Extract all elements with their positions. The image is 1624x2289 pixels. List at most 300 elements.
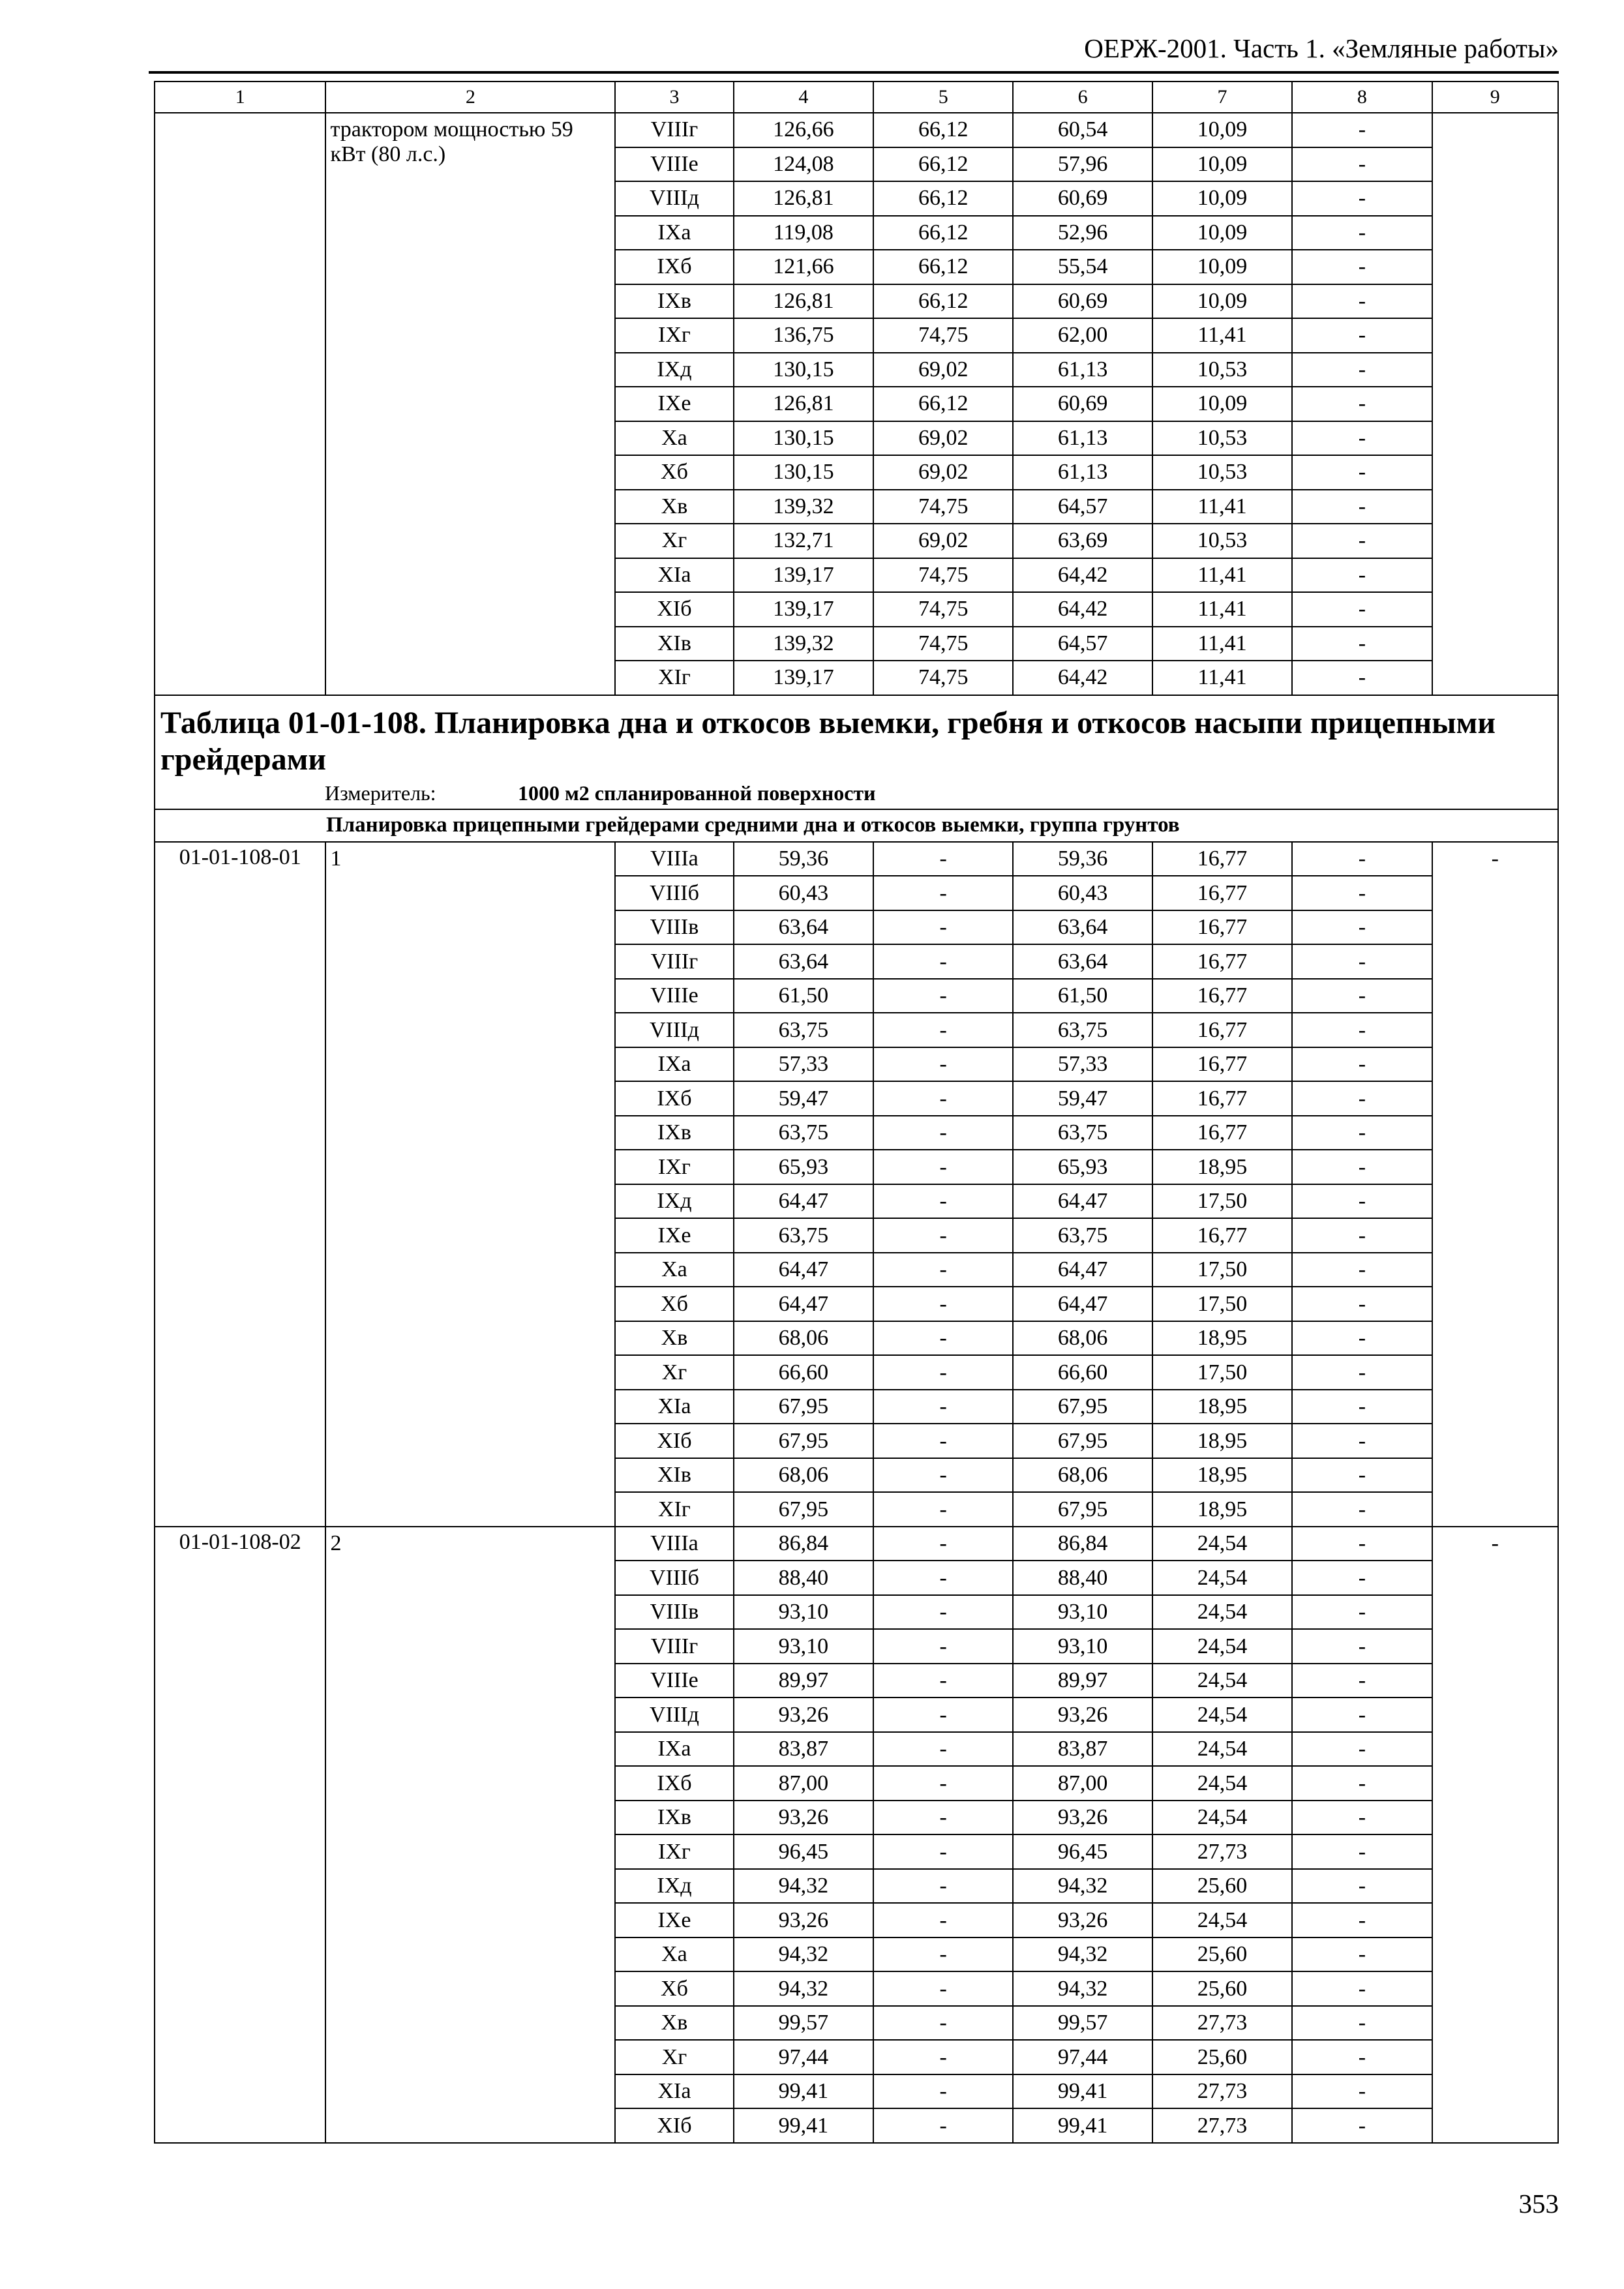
value-cell: 17,50 xyxy=(1152,1287,1292,1321)
value-cell: 59,36 xyxy=(1013,842,1152,876)
column-number: 5 xyxy=(873,82,1013,113)
value-cell: 126,66 xyxy=(734,113,873,147)
soil-group-cell: Xв xyxy=(615,490,733,524)
value-cell: - xyxy=(1292,216,1432,250)
value-cell: - xyxy=(873,2108,1013,2143)
code-cell xyxy=(155,113,325,695)
value-cell: - xyxy=(1292,1766,1432,1801)
value-cell: 10,09 xyxy=(1152,113,1292,147)
norm-code: 01-01-108-02 xyxy=(155,1527,325,2143)
value-cell: 60,54 xyxy=(1013,113,1152,147)
value-cell: - xyxy=(873,1629,1013,1664)
norm-code: 01-01-108-01 xyxy=(155,842,325,1527)
value-cell: - xyxy=(1292,1047,1432,1082)
value-cell: - xyxy=(1292,1595,1432,1630)
value-cell: 16,77 xyxy=(1152,842,1292,876)
value-cell: 63,64 xyxy=(1013,944,1152,979)
value-cell: 94,32 xyxy=(1013,1971,1152,2006)
value-cell: 11,41 xyxy=(1152,661,1292,695)
value-cell: - xyxy=(873,1492,1013,1527)
soil-group-cell: VIIIг xyxy=(615,944,733,979)
value-cell: 86,84 xyxy=(734,1527,873,1561)
value-cell: 64,57 xyxy=(1013,490,1152,524)
value-cell: 69,02 xyxy=(873,455,1013,490)
value-cell: 126,81 xyxy=(734,284,873,319)
value-cell: - xyxy=(873,1937,1013,1972)
value-cell: 60,43 xyxy=(1013,876,1152,910)
soil-group-cell: XIг xyxy=(615,661,733,695)
value-cell: 16,77 xyxy=(1152,1116,1292,1150)
description-cell: трактором мощностью 59 кВт (80 л.с.) xyxy=(325,113,615,695)
value-cell: 61,50 xyxy=(1013,979,1152,1013)
value-cell: - xyxy=(1292,1561,1432,1595)
value-cell: 62,00 xyxy=(1013,318,1152,353)
soil-group-cell: IXв xyxy=(615,284,733,319)
soil-group-cell: XIб xyxy=(615,592,733,627)
value-cell: 68,06 xyxy=(1013,1321,1152,1356)
value-cell: - xyxy=(873,2074,1013,2109)
value-cell: 64,47 xyxy=(1013,1184,1152,1219)
soil-group-cell: IXа xyxy=(615,1732,733,1767)
value-cell: - xyxy=(1292,944,1432,979)
value-cell: 66,12 xyxy=(873,113,1013,147)
value-cell: 69,02 xyxy=(873,524,1013,558)
value-cell: 27,73 xyxy=(1152,1834,1292,1869)
col9-cell: - xyxy=(1432,842,1558,1527)
value-cell: 93,10 xyxy=(734,1595,873,1630)
soil-group-cell: IXе xyxy=(615,1903,733,1937)
value-cell: - xyxy=(1292,1492,1432,1527)
value-cell: 121,66 xyxy=(734,250,873,284)
value-cell: - xyxy=(1292,1424,1432,1458)
value-cell: 27,73 xyxy=(1152,2108,1292,2143)
value-cell: 66,12 xyxy=(873,216,1013,250)
value-cell: 97,44 xyxy=(734,2040,873,2074)
value-cell: 24,54 xyxy=(1152,1527,1292,1561)
value-cell: - xyxy=(1292,592,1432,627)
value-cell: 25,60 xyxy=(1152,1869,1292,1904)
value-cell: - xyxy=(873,1971,1013,2006)
soil-group-cell: VIIIг xyxy=(615,113,733,147)
value-cell: 11,41 xyxy=(1152,490,1292,524)
value-cell: 66,12 xyxy=(873,147,1013,182)
value-cell: - xyxy=(1292,1150,1432,1184)
value-cell: 67,95 xyxy=(734,1390,873,1424)
value-cell: 18,95 xyxy=(1152,1390,1292,1424)
soil-group-cell: VIIIа xyxy=(615,1527,733,1561)
value-cell: 16,77 xyxy=(1152,979,1292,1013)
value-cell: 11,41 xyxy=(1152,592,1292,627)
value-cell: 139,32 xyxy=(734,490,873,524)
value-cell: 74,75 xyxy=(873,627,1013,661)
value-cell: - xyxy=(873,1013,1013,1047)
soil-group-cell: VIIIд xyxy=(615,1698,733,1732)
col9-cell: - xyxy=(1432,1527,1558,2143)
value-cell: 93,10 xyxy=(1013,1595,1152,1630)
value-cell: 10,09 xyxy=(1152,284,1292,319)
value-cell: 18,95 xyxy=(1152,1458,1292,1493)
value-cell: - xyxy=(1292,1458,1432,1493)
soil-group-cell: VIIIе xyxy=(615,1664,733,1698)
value-cell: - xyxy=(873,1801,1013,1835)
value-cell: 18,95 xyxy=(1152,1492,1292,1527)
value-cell: 130,15 xyxy=(734,455,873,490)
value-cell: 64,47 xyxy=(734,1287,873,1321)
soil-group-cell: VIIIе xyxy=(615,979,733,1013)
value-cell: 94,32 xyxy=(734,1971,873,2006)
soil-group-cell: XIв xyxy=(615,627,733,661)
value-cell: 74,75 xyxy=(873,661,1013,695)
value-cell: 25,60 xyxy=(1152,1971,1292,2006)
value-cell: 119,08 xyxy=(734,216,873,250)
value-cell: 61,50 xyxy=(734,979,873,1013)
value-cell: - xyxy=(1292,284,1432,319)
soil-group-cell: Xв xyxy=(615,1321,733,1356)
value-cell: - xyxy=(873,1732,1013,1767)
value-cell: 10,53 xyxy=(1152,524,1292,558)
soil-group-cell: IXв xyxy=(615,1116,733,1150)
subheading-row xyxy=(155,809,1558,842)
value-cell: - xyxy=(1292,1801,1432,1835)
value-cell: - xyxy=(873,1150,1013,1184)
value-cell: 10,53 xyxy=(1152,421,1292,456)
value-cell: - xyxy=(1292,1527,1432,1561)
value-cell: - xyxy=(873,910,1013,945)
table-row xyxy=(155,113,1558,147)
value-cell: 18,95 xyxy=(1152,1150,1292,1184)
value-cell: 63,64 xyxy=(734,944,873,979)
value-cell: 61,13 xyxy=(1013,353,1152,387)
value-cell: - xyxy=(1292,1629,1432,1664)
value-cell: - xyxy=(1292,1184,1432,1219)
soil-group-cell: VIIIв xyxy=(615,1595,733,1630)
value-cell: 61,13 xyxy=(1013,421,1152,456)
soil-group-cell: Xа xyxy=(615,1253,733,1287)
value-cell: - xyxy=(1292,876,1432,910)
value-cell: - xyxy=(873,2006,1013,2041)
soil-group-cell: IXд xyxy=(615,353,733,387)
value-cell: 16,77 xyxy=(1152,876,1292,910)
value-cell: 24,54 xyxy=(1152,1664,1292,1698)
soil-group-cell: VIIIб xyxy=(615,1561,733,1595)
value-cell: - xyxy=(1292,1390,1432,1424)
value-cell: - xyxy=(873,842,1013,876)
value-cell: - xyxy=(873,1081,1013,1116)
value-cell: 17,50 xyxy=(1152,1184,1292,1219)
soil-group-cell: IXб xyxy=(615,1766,733,1801)
table-row xyxy=(155,842,1558,876)
value-cell: 93,26 xyxy=(734,1903,873,1937)
value-cell: - xyxy=(1292,2074,1432,2109)
column-number: 8 xyxy=(1292,82,1432,113)
value-cell: 94,32 xyxy=(1013,1869,1152,1904)
value-cell: 124,08 xyxy=(734,147,873,182)
table-title-row xyxy=(155,695,1558,809)
value-cell: 66,12 xyxy=(873,181,1013,216)
value-cell: 88,40 xyxy=(734,1561,873,1595)
value-cell: 24,54 xyxy=(1152,1698,1292,1732)
value-cell: 94,32 xyxy=(1013,1937,1152,1972)
page-header: ОЕРЖ-2001. Часть 1. «Земляные работы» xyxy=(1084,33,1559,63)
value-cell: 136,75 xyxy=(734,318,873,353)
soil-group-cell: Xб xyxy=(615,455,733,490)
soil-group-cell: XIа xyxy=(615,2074,733,2109)
soil-group-cell: IXе xyxy=(615,1218,733,1253)
value-cell: 97,44 xyxy=(1013,2040,1152,2074)
measure-label: Измеритель: xyxy=(325,781,436,805)
value-cell: - xyxy=(873,1698,1013,1732)
value-cell: - xyxy=(1292,1937,1432,1972)
value-cell: 126,81 xyxy=(734,387,873,421)
value-cell: 65,93 xyxy=(1013,1150,1152,1184)
soil-group-cell: VIIIд xyxy=(615,1013,733,1047)
value-cell: - xyxy=(1292,661,1432,695)
value-cell: - xyxy=(873,1253,1013,1287)
soil-group-cell: IXг xyxy=(615,1150,733,1184)
value-cell: 27,73 xyxy=(1152,2074,1292,2109)
value-cell: 67,95 xyxy=(734,1424,873,1458)
soil-group-cell: XIа xyxy=(615,558,733,593)
column-number-row xyxy=(155,82,1558,113)
value-cell: - xyxy=(1292,1287,1432,1321)
value-cell: 24,54 xyxy=(1152,1903,1292,1937)
value-cell: - xyxy=(873,1903,1013,1937)
soil-group-cell: XIг xyxy=(615,1492,733,1527)
value-cell: 94,32 xyxy=(734,1869,873,1904)
value-cell: 16,77 xyxy=(1152,1013,1292,1047)
value-cell: 52,96 xyxy=(1013,216,1152,250)
value-cell: - xyxy=(873,2040,1013,2074)
value-cell: 24,54 xyxy=(1152,1732,1292,1767)
value-cell: - xyxy=(873,1766,1013,1801)
value-cell: - xyxy=(1292,1732,1432,1767)
value-cell: 18,95 xyxy=(1152,1424,1292,1458)
value-cell: 139,17 xyxy=(734,592,873,627)
value-cell: 17,50 xyxy=(1152,1253,1292,1287)
value-cell: - xyxy=(1292,421,1432,456)
soil-group-cell: VIIIв xyxy=(615,910,733,945)
value-cell: 60,43 xyxy=(734,876,873,910)
value-cell: 93,26 xyxy=(734,1801,873,1835)
value-cell: - xyxy=(873,1595,1013,1630)
value-cell: 67,95 xyxy=(1013,1424,1152,1458)
page-number: 353 xyxy=(1518,2189,1559,2219)
table-row xyxy=(155,1527,1558,1561)
value-cell: 63,64 xyxy=(734,910,873,945)
value-cell: - xyxy=(1292,2108,1432,2143)
value-cell: 66,12 xyxy=(873,387,1013,421)
value-cell: 64,47 xyxy=(734,1253,873,1287)
table-title-cell xyxy=(155,695,1558,809)
value-cell: 93,26 xyxy=(1013,1698,1152,1732)
soil-group-cell: IXд xyxy=(615,1869,733,1904)
value-cell: 10,09 xyxy=(1152,216,1292,250)
value-cell: 64,42 xyxy=(1013,592,1152,627)
value-cell: 63,75 xyxy=(1013,1218,1152,1253)
soil-group-cell: Xв xyxy=(615,2006,733,2041)
value-cell: 11,41 xyxy=(1152,627,1292,661)
value-cell: - xyxy=(873,1527,1013,1561)
value-cell: 126,81 xyxy=(734,181,873,216)
column-number: 9 xyxy=(1432,82,1558,113)
soil-group-cell: Xб xyxy=(615,1971,733,2006)
value-cell: 67,95 xyxy=(1013,1390,1152,1424)
value-cell: 10,09 xyxy=(1152,147,1292,182)
value-cell: - xyxy=(1292,1869,1432,1904)
value-cell: - xyxy=(1292,842,1432,876)
column-number: 7 xyxy=(1152,82,1292,113)
value-cell: 93,10 xyxy=(1013,1629,1152,1664)
value-cell: - xyxy=(1292,1355,1432,1390)
soil-group-cell: VIIIа xyxy=(615,842,733,876)
value-cell: 24,54 xyxy=(1152,1561,1292,1595)
value-cell: - xyxy=(1292,455,1432,490)
soil-group-cell: XIб xyxy=(615,1424,733,1458)
value-cell: - xyxy=(1292,1218,1432,1253)
value-cell: - xyxy=(1292,1321,1432,1356)
column-number: 3 xyxy=(615,82,733,113)
value-cell: 89,97 xyxy=(734,1664,873,1698)
soil-group-cell: XIа xyxy=(615,1390,733,1424)
value-cell: 64,57 xyxy=(1013,627,1152,661)
value-cell: 74,75 xyxy=(873,490,1013,524)
value-cell: 63,64 xyxy=(1013,910,1152,945)
table-title: Таблица 01-01-108. Планировка дна и откосов выемки, гребня и откосов насыпи прицепными грейдерами xyxy=(160,705,1496,777)
value-cell: - xyxy=(1292,1903,1432,1937)
value-cell: - xyxy=(1292,353,1432,387)
value-cell: 27,73 xyxy=(1152,2006,1292,2041)
value-cell: 96,45 xyxy=(734,1834,873,1869)
value-cell: 66,12 xyxy=(873,250,1013,284)
value-cell: 18,95 xyxy=(1152,1321,1292,1356)
value-cell: 16,77 xyxy=(1152,1047,1292,1082)
value-cell: 64,42 xyxy=(1013,558,1152,593)
norms-table xyxy=(154,81,1559,2144)
value-cell: 63,75 xyxy=(1013,1116,1152,1150)
value-cell: 83,87 xyxy=(1013,1732,1152,1767)
value-cell: 63,69 xyxy=(1013,524,1152,558)
value-cell: 99,57 xyxy=(734,2006,873,2041)
value-cell: - xyxy=(1292,627,1432,661)
value-cell: 24,54 xyxy=(1152,1629,1292,1664)
value-cell: 17,50 xyxy=(1152,1355,1292,1390)
soil-group-cell: VIIIг xyxy=(615,1629,733,1664)
column-number: 2 xyxy=(325,82,615,113)
value-cell: 93,26 xyxy=(1013,1903,1152,1937)
value-cell: - xyxy=(873,1834,1013,1869)
column-number: 4 xyxy=(734,82,873,113)
value-cell: - xyxy=(1292,147,1432,182)
soil-group-cell: IXб xyxy=(615,1081,733,1116)
value-cell: 11,41 xyxy=(1152,558,1292,593)
value-cell: 94,32 xyxy=(734,1937,873,1972)
value-cell: 67,95 xyxy=(734,1492,873,1527)
soil-group-cell: IXд xyxy=(615,1184,733,1219)
soil-group-cell: XIв xyxy=(615,1458,733,1493)
value-cell: - xyxy=(873,1116,1013,1150)
value-cell: 63,75 xyxy=(734,1116,873,1150)
value-cell: 99,41 xyxy=(1013,2108,1152,2143)
value-cell: - xyxy=(1292,490,1432,524)
value-cell: 60,69 xyxy=(1013,387,1152,421)
value-cell: - xyxy=(873,1287,1013,1321)
soil-group-cell: IXг xyxy=(615,1834,733,1869)
value-cell: 130,15 xyxy=(734,353,873,387)
value-cell: - xyxy=(1292,1253,1432,1287)
value-cell: - xyxy=(1292,318,1432,353)
value-cell: 66,12 xyxy=(873,284,1013,319)
value-cell: 86,84 xyxy=(1013,1527,1152,1561)
soil-group-cell: IXг xyxy=(615,318,733,353)
value-cell: 55,54 xyxy=(1013,250,1152,284)
measure-line xyxy=(160,783,1552,803)
value-cell: 93,26 xyxy=(734,1698,873,1732)
value-cell: - xyxy=(873,1869,1013,1904)
value-cell: 66,60 xyxy=(734,1355,873,1390)
value-cell: - xyxy=(1292,524,1432,558)
value-cell: 64,47 xyxy=(734,1184,873,1219)
value-cell: 59,36 xyxy=(734,842,873,876)
value-cell: - xyxy=(1292,910,1432,945)
description-cell: 2 xyxy=(325,1527,615,2143)
column-number: 6 xyxy=(1013,82,1152,113)
value-cell: 10,09 xyxy=(1152,387,1292,421)
value-cell: 68,06 xyxy=(734,1321,873,1356)
value-cell: 16,77 xyxy=(1152,1081,1292,1116)
soil-group-cell: Xг xyxy=(615,2040,733,2074)
soil-group-cell: IXв xyxy=(615,1801,733,1835)
value-cell: 67,95 xyxy=(1013,1492,1152,1527)
value-cell: 64,47 xyxy=(1013,1253,1152,1287)
value-cell: - xyxy=(1292,1081,1432,1116)
value-cell: 10,09 xyxy=(1152,181,1292,216)
value-cell: 11,41 xyxy=(1152,318,1292,353)
value-cell: - xyxy=(873,944,1013,979)
value-cell: 64,47 xyxy=(1013,1287,1152,1321)
value-cell: 63,75 xyxy=(734,1013,873,1047)
measure-value: 1000 м2 спланированной поверхности xyxy=(518,781,876,805)
column-number: 1 xyxy=(155,82,325,113)
value-cell: 24,54 xyxy=(1152,1801,1292,1835)
value-cell: 69,02 xyxy=(873,353,1013,387)
value-cell: - xyxy=(1292,387,1432,421)
value-cell: 64,42 xyxy=(1013,661,1152,695)
value-cell: - xyxy=(873,1184,1013,1219)
soil-group-cell: Xб xyxy=(615,1287,733,1321)
value-cell: 74,75 xyxy=(873,558,1013,593)
value-cell: - xyxy=(1292,2040,1432,2074)
value-cell: - xyxy=(873,1218,1013,1253)
value-cell: 74,75 xyxy=(873,592,1013,627)
value-cell: 68,06 xyxy=(734,1458,873,1493)
soil-group-cell: IXа xyxy=(615,1047,733,1082)
value-cell: 60,69 xyxy=(1013,181,1152,216)
soil-group-cell: IXб xyxy=(615,250,733,284)
header-rule xyxy=(149,71,1559,74)
soil-group-cell: VIIIд xyxy=(615,181,733,216)
value-cell: - xyxy=(1292,1971,1432,2006)
value-cell: 59,47 xyxy=(1013,1081,1152,1116)
soil-group-cell: Xа xyxy=(615,421,733,456)
value-cell: - xyxy=(873,1390,1013,1424)
value-cell: 63,75 xyxy=(734,1218,873,1253)
value-cell: - xyxy=(873,1561,1013,1595)
value-cell: 10,53 xyxy=(1152,455,1292,490)
value-cell: 87,00 xyxy=(1013,1766,1152,1801)
description-cell: 1 xyxy=(325,842,615,1527)
value-cell: - xyxy=(873,979,1013,1013)
value-cell: 93,26 xyxy=(1013,1801,1152,1835)
